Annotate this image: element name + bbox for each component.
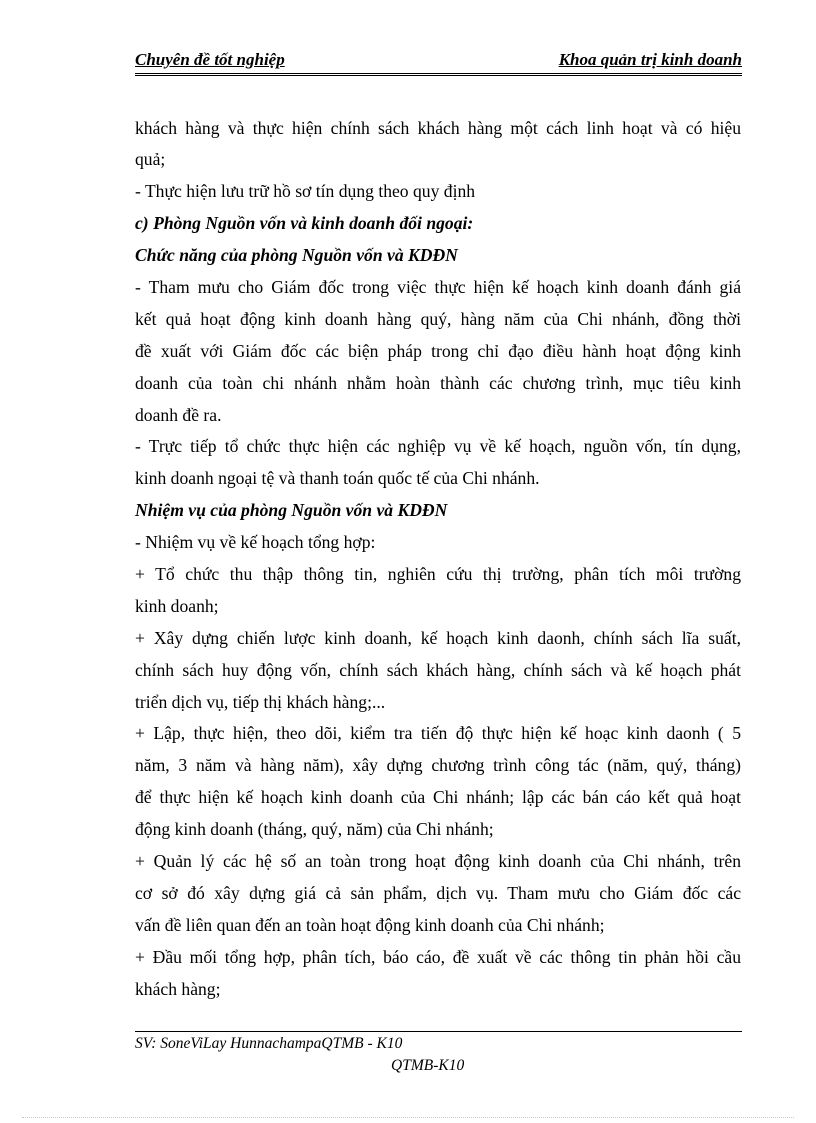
text-line: quả;	[135, 149, 166, 169]
text-line: - Nhiệm vụ về kế hoạch tổng hợp:	[135, 532, 376, 552]
subsection-heading: Chức năng của phòng Nguồn vốn và KDĐN	[135, 245, 458, 265]
text-line: kinh doanh ngoại tệ và thanh toán quốc tế của Chi nhánh.	[135, 468, 540, 488]
header-right-title: Khoa quản trị kinh doanh	[558, 50, 742, 69]
text-line: để thực hiện kế hoạch kinh doanh của Chi nhánh; lập các bán cáo kết quả hoạt	[135, 787, 741, 807]
section-heading: c) Phòng Nguồn vốn và kinh doanh đối ngoại:	[135, 213, 474, 233]
text-line: + Quản lý các hệ số an toàn trong hoạt động kinh doanh của Chi nhánh, trên	[135, 851, 741, 871]
page-edge-divider	[22, 1117, 794, 1118]
text-line: + Tổ chức thu thập thông tin, nghiên cứu thị trường, phân tích môi trường	[135, 564, 741, 584]
header-left-title: Chuyên đề tốt nghiệp	[135, 50, 285, 69]
text-line: + Đầu mối tổng hợp, phân tích, báo cáo, đề xuất về các thông tin phản hồi cầu	[135, 947, 741, 967]
page-header	[135, 47, 742, 76]
footer-student-line: SV: SoneViLay HunnachampaQTMB - K10	[135, 1035, 403, 1052]
text-line: chính sách huy động vốn, chính sách khách hàng, chính sách và kế hoạch phát	[135, 660, 741, 680]
text-line: - Tham mưu cho Giám đốc trong việc thực hiện kế hoạch kinh doanh đánh giá	[135, 277, 741, 297]
text-line: đề xuất với Giám đốc các biện pháp trong chỉ đạo điều hành hoạt động kinh	[135, 341, 741, 361]
text-line: khách hàng và thực hiện chính sách khách hàng một cách linh hoạt và có hiệu	[135, 118, 741, 138]
text-line: triển dịch vụ, tiếp thị khách hàng;...	[135, 692, 386, 712]
text-line: vấn đề liên quan đến an toàn hoạt động kinh doanh của Chi nhánh;	[135, 915, 605, 935]
text-line: động kinh doanh (tháng, quý, năm) của Chi nhánh;	[135, 819, 494, 839]
footer-rule	[135, 1031, 742, 1032]
text-line: + Lập, thực hiện, theo dõi, kiểm tra tiến độ thực hiện kế hoạc kinh daonh ( 5	[135, 723, 741, 743]
text-line: doanh của toàn chi nhánh nhằm hoàn thành các chương trình, mục tiêu kinh	[135, 373, 741, 393]
text-line: kinh doanh;	[135, 596, 219, 616]
text-line: doanh đề ra.	[135, 405, 222, 425]
text-line: năm, 3 năm và hàng năm), xây dựng chương trình công tác (năm, quý, tháng)	[135, 755, 741, 775]
text-line: + Xây dựng chiến lược kinh doanh, kế hoạch kinh daonh, chính sách lĩa suất,	[135, 628, 741, 648]
text-line: cơ sở đó xây dựng giá cả sản phẩm, dịch vụ. Tham mưu cho Giám đốc các	[135, 883, 741, 903]
text-line: - Trực tiếp tổ chức thực hiện các nghiệp vụ về kế hoạch, nguồn vốn, tín dụng,	[135, 436, 741, 456]
text-line: kết quả hoạt động kinh doanh hàng quý, hàng năm của Chi nhánh, đồng thời	[135, 309, 741, 329]
subsection-heading: Nhiệm vụ của phòng Nguồn vốn và KDĐN	[135, 500, 448, 520]
text-line: khách hàng;	[135, 979, 221, 999]
text-line: - Thực hiện lưu trữ hồ sơ tín dụng theo quy định	[135, 181, 476, 201]
footer-class-line: QTMB-K10	[391, 1057, 465, 1074]
